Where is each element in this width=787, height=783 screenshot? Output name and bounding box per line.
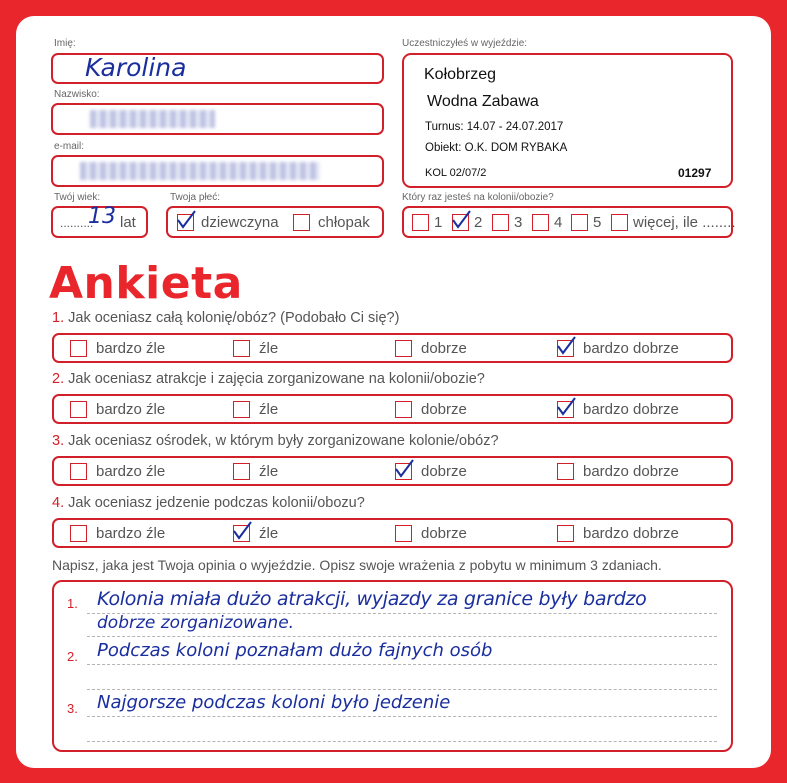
email-label: e-mail: — [54, 141, 85, 152]
trip-program: Wodna Zabawa — [427, 93, 539, 110]
q4-checkbox-very-good[interactable] — [557, 525, 574, 542]
ruled-line — [87, 636, 717, 637]
rating-option: źle — [259, 340, 279, 357]
q2-checkbox-good[interactable] — [395, 401, 412, 418]
times-checkbox-more[interactable] — [611, 214, 628, 231]
times-checkbox-5[interactable] — [571, 214, 588, 231]
opinion-line-4: Najgorsze podczas koloni było jedzenie — [97, 692, 451, 713]
gender-option-girl: dziewczyna — [201, 214, 279, 231]
question-number: 2. — [52, 371, 65, 387]
q2-checkbox-very-bad[interactable] — [70, 401, 87, 418]
gender-checkbox-boy[interactable] — [293, 214, 310, 231]
rating-option: dobrze — [421, 525, 467, 542]
age-label: Twój wiek: — [54, 192, 101, 203]
ruled-line — [87, 741, 717, 742]
trip-label: Uczestniczyłeś w wyjeździe: — [402, 38, 528, 49]
rating-option: bardzo dobrze — [583, 463, 679, 480]
trip-turnus: Turnus: 14.07 - 24.07.2017 — [425, 121, 564, 133]
opinion-number-1: 1. — [67, 596, 78, 611]
email-redacted — [80, 162, 320, 180]
rating-option: źle — [259, 463, 279, 480]
question-text: Jak oceniasz ośrodek, w którym były zorganizowane kolonie/obóz? — [68, 433, 499, 449]
rating-option: bardzo źle — [96, 401, 166, 418]
q4-checkbox-very-bad[interactable] — [70, 525, 87, 542]
age-value: 13 — [88, 204, 116, 229]
question-text: Jak oceniasz atrakcje i zajęcia zorganizowane na kolonii/obozie? — [68, 371, 485, 387]
q1-checkbox-bad[interactable] — [233, 340, 250, 357]
ruled-line — [87, 716, 717, 717]
q2-checkbox-bad[interactable] — [233, 401, 250, 418]
question-number: 4. — [52, 495, 65, 511]
question-3 — [52, 433, 499, 449]
times-option-1: 1 — [434, 214, 443, 231]
times-option-2: 2 — [474, 214, 483, 231]
question-text: Jak oceniasz całą kolonię/obóz? (Podobało Ci się?) — [68, 310, 400, 326]
ruled-line — [87, 689, 717, 690]
checkmark-icon — [450, 210, 472, 230]
question-2 — [52, 371, 485, 387]
q3-checkbox-very-good[interactable] — [557, 463, 574, 480]
times-label: Który raz jesteś na kolonii/obozie? — [402, 192, 554, 203]
opinion-prompt: Napisz, jaka jest Twoja opinia o wyjeździe. Opisz swoje wrażenia z pobytu w minimum 3 zdaniach. — [52, 557, 662, 573]
question-1 — [52, 310, 399, 326]
gender-label: Twoja płeć: — [170, 192, 221, 203]
times-checkbox-1[interactable] — [412, 214, 429, 231]
trip-city: Kołobrzeg — [424, 66, 497, 83]
age-dots: .......... — [60, 216, 94, 230]
times-option-4: 4 — [554, 214, 563, 231]
rating-option: bardzo dobrze — [583, 525, 679, 542]
opinion-line-1: Kolonia miała dużo atrakcji, wyjazdy za granice były bardzo — [97, 588, 647, 610]
gender-option-boy: chłopak — [318, 214, 370, 231]
rating-option: bardzo źle — [96, 340, 166, 357]
times-checkbox-3[interactable] — [492, 214, 509, 231]
age-unit: lat — [120, 214, 136, 231]
times-checkbox-4[interactable] — [532, 214, 549, 231]
rating-option: dobrze — [421, 463, 467, 480]
q3-checkbox-bad[interactable] — [233, 463, 250, 480]
question-number: 1. — [52, 310, 65, 326]
ruled-line — [87, 664, 717, 665]
q1-checkbox-very-bad[interactable] — [70, 340, 87, 357]
question-text: Jak oceniasz jedzenie podczas kolonii/obozu? — [68, 495, 365, 511]
surname-label: Nazwisko: — [54, 89, 100, 100]
question-number: 3. — [52, 433, 65, 449]
name-label: Imię: — [54, 38, 76, 49]
times-option-5: 5 — [593, 214, 602, 231]
opinion-number-3: 3. — [67, 701, 78, 716]
rating-option: bardzo dobrze — [583, 340, 679, 357]
opinion-line-2: dobrze zorganizowane. — [97, 613, 295, 633]
rating-option: dobrze — [421, 401, 467, 418]
checkmark-icon — [231, 521, 253, 541]
surname-redacted — [90, 110, 215, 128]
trip-obiekt: Obiekt: O.K. DOM RYBAKA — [425, 142, 568, 154]
rating-option: bardzo źle — [96, 525, 166, 542]
q1-checkbox-good[interactable] — [395, 340, 412, 357]
rating-option: dobrze — [421, 340, 467, 357]
q3-checkbox-very-bad[interactable] — [70, 463, 87, 480]
times-option-3: 3 — [514, 214, 523, 231]
trip-code: KOL 02/07/2 — [425, 167, 487, 179]
survey-title: Ankieta — [49, 258, 243, 309]
rating-option: bardzo dobrze — [583, 401, 679, 418]
trip-number: 01297 — [678, 166, 712, 180]
checkmark-icon — [555, 336, 577, 356]
rating-option: bardzo źle — [96, 463, 166, 480]
rating-option: źle — [259, 525, 279, 542]
opinion-line-3: Podczas koloni poznałam dużo fajnych osób — [97, 640, 493, 661]
checkmark-icon — [393, 459, 415, 479]
name-value: Karolina — [85, 53, 187, 82]
checkmark-icon — [175, 210, 197, 230]
question-4 — [52, 495, 365, 511]
opinion-number-2: 2. — [67, 649, 78, 664]
times-option-more: więcej, ile ........ — [633, 214, 736, 231]
q4-checkbox-good[interactable] — [395, 525, 412, 542]
rating-option: źle — [259, 401, 279, 418]
checkmark-icon — [555, 397, 577, 417]
